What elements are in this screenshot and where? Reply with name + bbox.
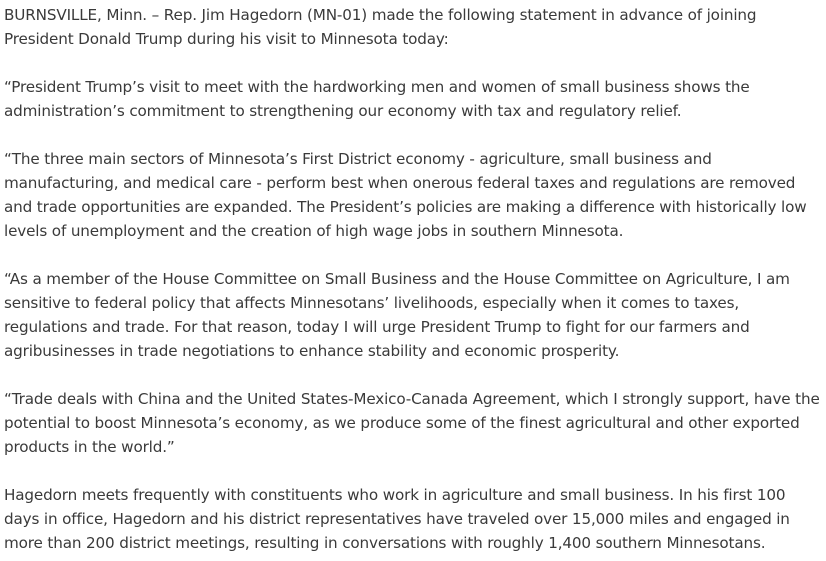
quote-paragraph-district-economy: “The three main sectors of Minnesota’s First District economy - agriculture, small business and manufacturing, and medical care - perform best when onerous federal taxes and regulations are removed and trade opportunities are expanded. The President’s policies are making a difference with historically low levels of unemployment and the creation of high wage jobs in southern Minnesota. [4, 150, 807, 240]
quote-paragraph-committees: “As a member of the House Committee on Small Business and the House Committee on Agriculture, I am sensitive to federal policy that affects Minnesotans’ livelihoods, especially when it comes to taxes, regulations and trade. For that reason, today I will urge President Trump to fight for our farmers and agribusinesses in trade negotiations to enhance stability and economic prosperity. [4, 270, 790, 360]
quote-paragraph-trade-deals: “Trade deals with China and the United States-Mexico-Canada Agreement, which I strongly support, have the potential to boost Minnesota’s economy, as we produce some of the finest agricultural and other exported products in the world.” [4, 390, 820, 456]
quote-paragraph-small-business: “President Trump’s visit to meet with the hardworking men and women of small business shows the administration’s commitment to strengthening our economy with tax and regulatory relief. [4, 78, 750, 120]
press-release-body [4, 3, 822, 555]
closing-paragraph: Hagedorn meets frequently with constituents who work in agriculture and small business. In his first 100 days in office, Hagedorn and his district representatives have traveled over 15,000 miles and engaged in more than 200 district meetings, resulting in conversations with roughly 1,400 southern Minnesotans. [4, 486, 790, 552]
dateline-paragraph: BURNSVILLE, Minn. – Rep. Jim Hagedorn (MN-01) made the following statement in advance of joining President Donald Trump during his visit to Minnesota today: [4, 6, 757, 48]
